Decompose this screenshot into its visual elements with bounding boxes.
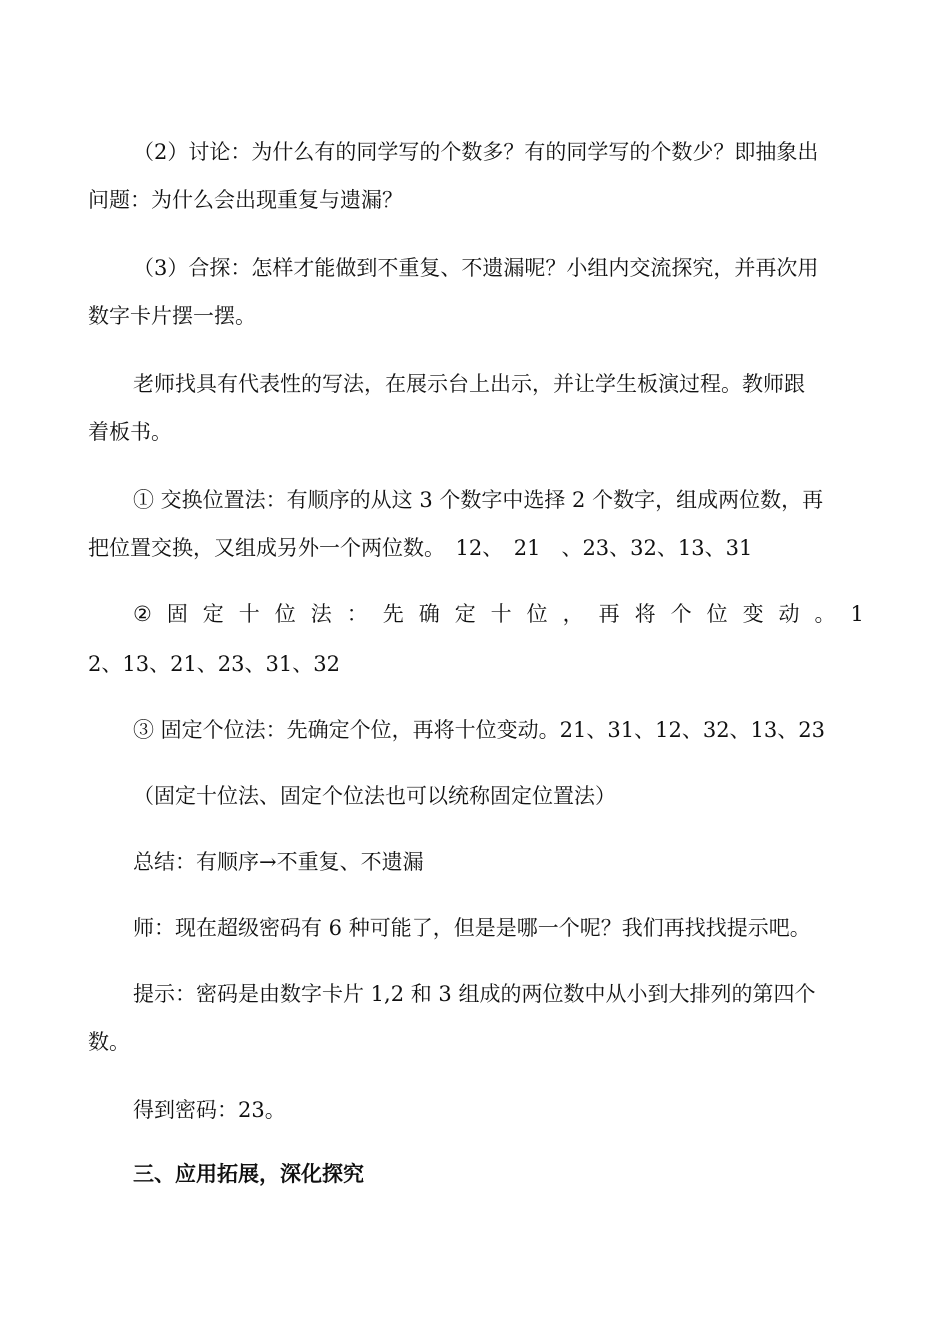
method-fixed-tens-line1	[133, 602, 864, 626]
paragraph-explore-line2: 数字卡片摆一摆。	[88, 304, 256, 328]
paragraph-discussion-line2: 问题：为什么会出现重复与遗漏？	[88, 188, 403, 212]
method-swap-line1: ① 交换位置法：有顺序的从这 3 个数字中选择 2 个数字，组成两位数，再	[133, 488, 824, 512]
paragraph-summary: 总结：有顺序→不重复、不遗漏	[133, 850, 424, 874]
method-swap-line2: 把位置交换，又组成另外一个两位数。 12、 21 、23、32、13、31	[88, 536, 753, 560]
paragraph-note: （固定十位法、固定个位法也可以统称固定位置法）	[133, 784, 616, 808]
char: 十	[238, 602, 260, 626]
char: 位	[526, 602, 548, 626]
char: 1	[850, 602, 864, 626]
paragraph-discussion-line1: （2）讨论：为什么有的同学写的个数多？有的同学写的个数少？即抽象出	[133, 140, 819, 164]
paragraph-hint-line1: 提示：密码是由数字卡片 1,2 和 3 组成的两位数中从小到大排列的第四个	[133, 982, 816, 1006]
char: ：	[346, 602, 368, 626]
method-fixed-tens-line2: 2、13、21、23、31、32	[88, 652, 340, 676]
method-fixed-ones-line1: ③ 固定个位法：先确定个位，再将十位变动。21、31、12、32、13、23	[133, 718, 826, 742]
char: 再	[598, 602, 620, 626]
char: 确	[418, 602, 440, 626]
char: 位	[274, 602, 296, 626]
char: 十	[490, 602, 512, 626]
char: 变	[742, 602, 764, 626]
char: ②	[133, 602, 152, 626]
char: 先	[382, 602, 404, 626]
paragraph-hint-line2: 数。	[88, 1030, 130, 1054]
char: 法	[310, 602, 332, 626]
paragraph-explore-line1: （3）合探：怎样才能做到不重复、不遗漏呢？小组内交流探究，并再次用	[133, 256, 819, 280]
char: 定	[454, 602, 476, 626]
paragraph-password-result: 得到密码：23。	[133, 1098, 286, 1122]
char: 将	[634, 602, 656, 626]
char: 定	[202, 602, 224, 626]
char: 固	[166, 602, 188, 626]
char: 位	[706, 602, 728, 626]
paragraph-teacher-line1: 老师找具有代表性的写法，在展示台上出示，并让学生板演过程。教师跟	[133, 372, 805, 396]
char: ，	[562, 602, 584, 626]
char: 个	[670, 602, 692, 626]
char: 。	[814, 602, 836, 626]
section-heading: 三、应用拓展，深化探究	[133, 1162, 364, 1186]
char: 动	[778, 602, 800, 626]
paragraph-teacher-line2: 着板书。	[88, 420, 172, 444]
paragraph-teacher-password: 师：现在超级密码有 6 种可能了，但是是哪一个呢？我们再找找提示吧。	[133, 916, 811, 940]
